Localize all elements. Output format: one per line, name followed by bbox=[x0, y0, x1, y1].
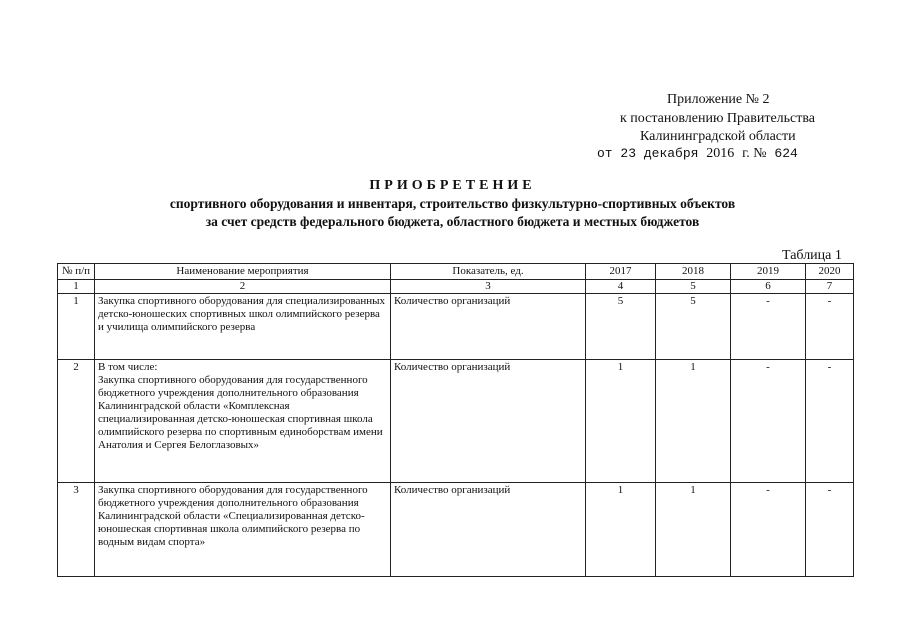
table-row bbox=[58, 483, 854, 577]
row-name: Закупка спортивного оборудования для специализированных детско-юношеских спортивных школ олимпийского резерва и училища олимпийского резерва bbox=[95, 294, 391, 360]
colnum: 4 bbox=[586, 280, 656, 294]
date-mid: г. № bbox=[742, 146, 767, 161]
row-2018: 1 bbox=[656, 483, 731, 577]
header-2017: 2017 bbox=[586, 264, 656, 280]
colnum: 5 bbox=[656, 280, 731, 294]
date-prefix: от bbox=[597, 146, 613, 161]
document-subtitle-1: спортивного оборудования и инвентаря, строительство физкультурно-спортивных объектов bbox=[169, 196, 736, 211]
table-label: Таблица 1 bbox=[782, 248, 842, 263]
header-num: № п/п bbox=[58, 264, 95, 280]
colnum: 1 bbox=[58, 280, 95, 294]
header-2018: 2018 bbox=[656, 264, 731, 280]
date-day: 23 bbox=[620, 146, 637, 161]
appendix-number: Приложение № 2 bbox=[667, 92, 770, 107]
colnum: 6 bbox=[731, 280, 806, 294]
table-row bbox=[58, 360, 854, 483]
appendix-region: Калининградской области bbox=[640, 129, 796, 144]
row-indicator: Количество организаций bbox=[391, 360, 586, 483]
row-name: Закупка спортивного оборудования для государственного бюджетного учреждения дополнительного образования Калининградской области «Специализированная детско-юношеская спортивная школа олимпийского резерва по водным видам спорта» bbox=[95, 483, 391, 577]
date-month: декабря bbox=[643, 146, 699, 161]
table-row bbox=[58, 294, 854, 360]
row-2019: - bbox=[731, 360, 806, 483]
row-2017: 5 bbox=[586, 294, 656, 360]
colnum: 2 bbox=[95, 280, 391, 294]
header-2019: 2019 bbox=[731, 264, 806, 280]
row-2017: 1 bbox=[586, 483, 656, 577]
column-number-row bbox=[58, 280, 854, 294]
header-2020: 2020 bbox=[806, 264, 854, 280]
data-table bbox=[57, 263, 854, 577]
resolution-number: 624 bbox=[774, 146, 798, 161]
row-2019: - bbox=[731, 294, 806, 360]
header-name: Наименование мероприятия bbox=[95, 264, 391, 280]
row-2017: 1 bbox=[586, 360, 656, 483]
row-2020: - bbox=[806, 360, 854, 483]
row-2018: 5 bbox=[656, 294, 731, 360]
row-2020: - bbox=[806, 294, 854, 360]
row-num: 2 bbox=[58, 360, 95, 483]
row-indicator: Количество организаций bbox=[391, 294, 586, 360]
row-num: 3 bbox=[58, 483, 95, 577]
colnum: 3 bbox=[391, 280, 586, 294]
row-name: В том числе: Закупка спортивного оборудования для государственного бюджетного учреждения дополнительного образования Калининградской области «Комплексная специализированная детско-юношеская спортивная школа олимпийского резерва по спортивным единоборствам имени Анатолия и Сергея Белоглазовых» bbox=[95, 360, 391, 483]
row-num: 1 bbox=[58, 294, 95, 360]
document-heading: ПРИОБРЕТЕНИЕ bbox=[369, 178, 536, 193]
row-indicator: Количество организаций bbox=[391, 483, 586, 577]
row-2018: 1 bbox=[656, 360, 731, 483]
row-2020: - bbox=[806, 483, 854, 577]
colnum: 7 bbox=[806, 280, 854, 294]
document-subtitle-2: за счет средств федерального бюджета, областного бюджета и местных бюджетов bbox=[205, 214, 700, 229]
date-year: 2016 bbox=[706, 146, 735, 161]
header-indicator: Показатель, ед. bbox=[391, 264, 586, 280]
appendix-date bbox=[597, 144, 798, 163]
table-header-row bbox=[58, 264, 854, 280]
row-2019: - bbox=[731, 483, 806, 577]
appendix-resolution: к постановлению Правительства bbox=[620, 111, 816, 126]
